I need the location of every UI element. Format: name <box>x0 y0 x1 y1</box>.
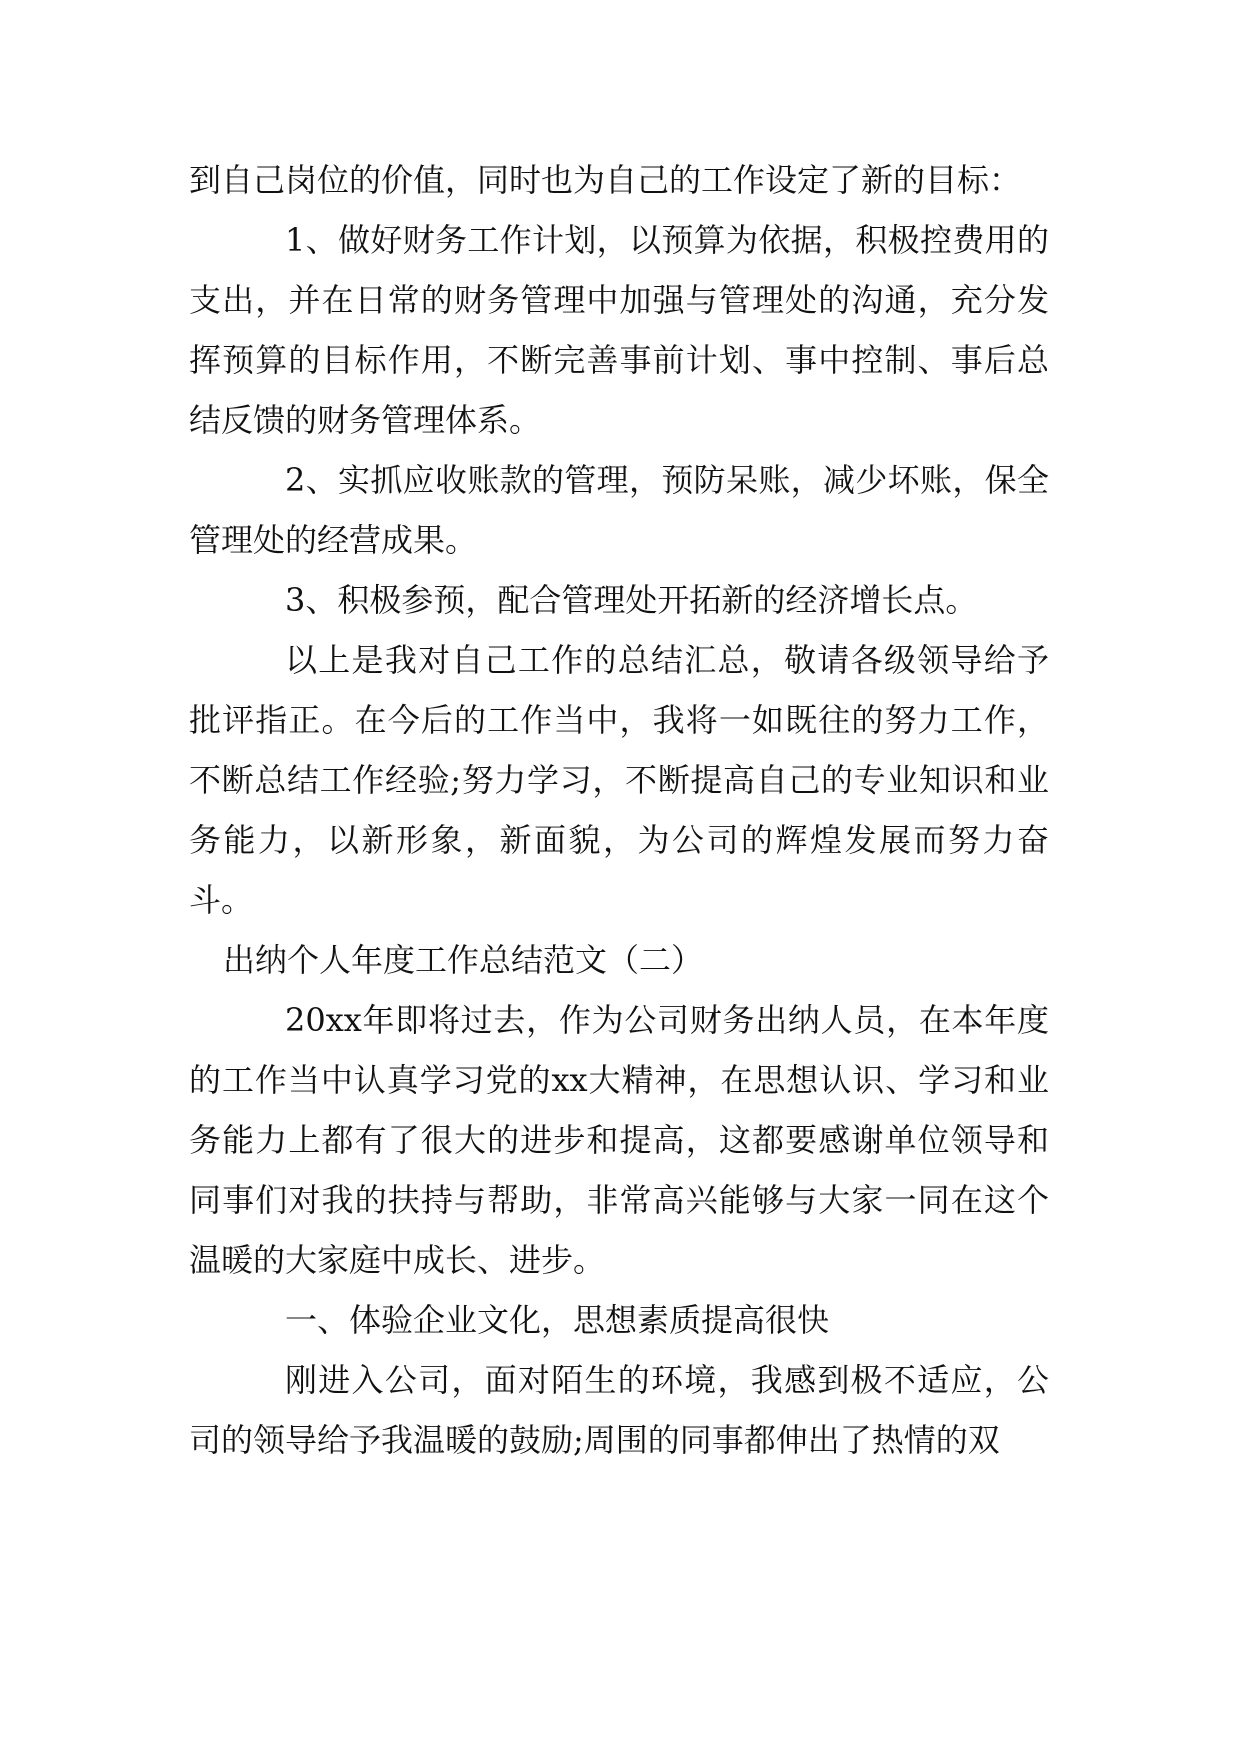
paragraph-intro: 20xx年即将过去，作为公司财务出纳人员，在本年度的工作当中认真学习党的xx大精神，在思想认识、学习和业务能力上都有了很大的进步和提高，这都要感谢单位领导和同事们对我的扶持与帮助，非常高兴能够与大家一同在这个温暖的大家庭中成长、进步。 <box>189 1001 1049 1279</box>
paragraph-body: 刚进入公司，面对陌生的环境，我感到极不适应，公司的领导给予我温暖的鼓励;周围的同事都伸出了热情的双 <box>189 1361 1049 1459</box>
paragraph-item-3: 3、积极参预，配合管理处开拓新的经济增长点。 <box>285 581 978 619</box>
paragraph-continuation: 到自己岗位的价值，同时也为自己的工作设定了新的目标： <box>189 161 1022 199</box>
document-body <box>189 150 1049 1470</box>
section-heading-1: 一、体验企业文化，思想素质提高很快 <box>285 1301 830 1339</box>
paragraph-item-2: 2、实抓应收账款的管理，预防呆账，减少坏账，保全管理处的经营成果。 <box>189 461 1049 559</box>
section-title: 出纳个人年度工作总结范文（二） <box>223 941 704 979</box>
paragraph-closing: 以上是我对自己工作的总结汇总，敬请各级领导给予批评指正。在今后的工作当中，我将一如既往的努力工作，不断总结工作经验;努力学习，不断提高自己的专业知识和业务能力，以新形象，新面貌，为公司的辉煌发展而努力奋斗。 <box>189 641 1049 919</box>
paragraph-item-1: 1、做好财务工作计划，以预算为依据，积极控费用的支出，并在日常的财务管理中加强与管理处的沟通，充分发挥预算的目标作用，不断完善事前计划、事中控制、事后总结反馈的财务管理体系。 <box>189 221 1049 439</box>
